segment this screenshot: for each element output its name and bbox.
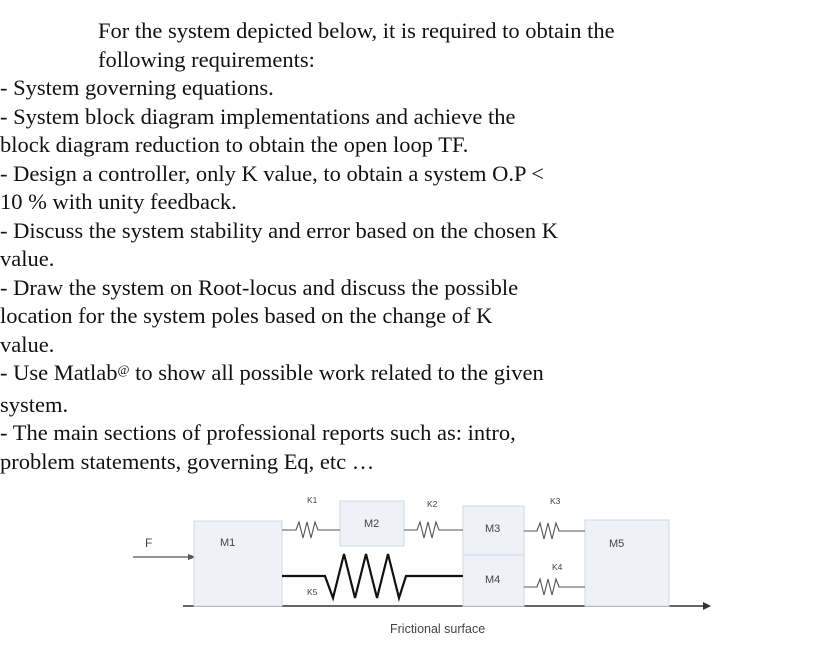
requirement-item: - Design a controller, only K value, to obtain a system O.P < [0,160,544,186]
requirement-item: - System block diagram implementations and achieve the [0,103,516,129]
spring-k2-label: K2 [427,499,438,509]
requirement-item-continuation: 10 % with unity feedback. [0,189,237,214]
requirement-item-continuation: block diagram reduction to obtain the open loop TF. [0,132,469,157]
mass-m5 [585,520,669,606]
spring-k3-label: K3 [550,496,561,506]
spring-k1-label: K1 [307,495,318,505]
mass-m5-label: M5 [609,538,625,550]
spring-k3 [524,523,585,539]
spring-k1 [282,522,340,538]
mass-m2-label: M2 [364,518,380,530]
requirement-item: - The main sections of professional reports such as: intro, [0,420,516,445]
matlab-suffix: to show all possible work related to the given [129,360,544,385]
mass-m1 [194,521,282,606]
requirement-item-continuation: value. [0,331,55,357]
requirement-item-continuation: value. [0,246,55,271]
spring-k5-label: K5 [307,587,318,597]
spring-k4-label: K4 [552,562,563,572]
mass-m4-label: M4 [485,574,501,586]
intro-line: following requirements: [98,46,315,72]
requirement-item: - Discuss the system stability and error based on the chosen K [0,217,559,243]
requirement-item-continuation: location for the system poles based on the change of K [0,303,493,328]
requirement-item-continuation: system. [0,391,69,417]
surface-arrow-icon [703,602,711,610]
mass-m3-label: M3 [485,523,501,535]
matlab-sup: @ [117,362,130,377]
requirement-item: - Draw the system on Root-locus and discuss the possible [0,274,519,300]
requirement-item: - System governing equations. [0,75,274,100]
force-label: F [145,536,153,550]
frictional-surface-label: Frictional surface [390,622,486,636]
spring-k2 [404,522,463,538]
requirement-item-continuation: problem statements, governing Eq, etc … [0,448,375,474]
matlab-prefix: - Use Matlab [0,360,118,385]
spring-k4 [524,579,585,595]
intro-line: For the system depicted below, it is required to obtain the [98,18,615,43]
mass-m1-label: M1 [220,537,236,549]
